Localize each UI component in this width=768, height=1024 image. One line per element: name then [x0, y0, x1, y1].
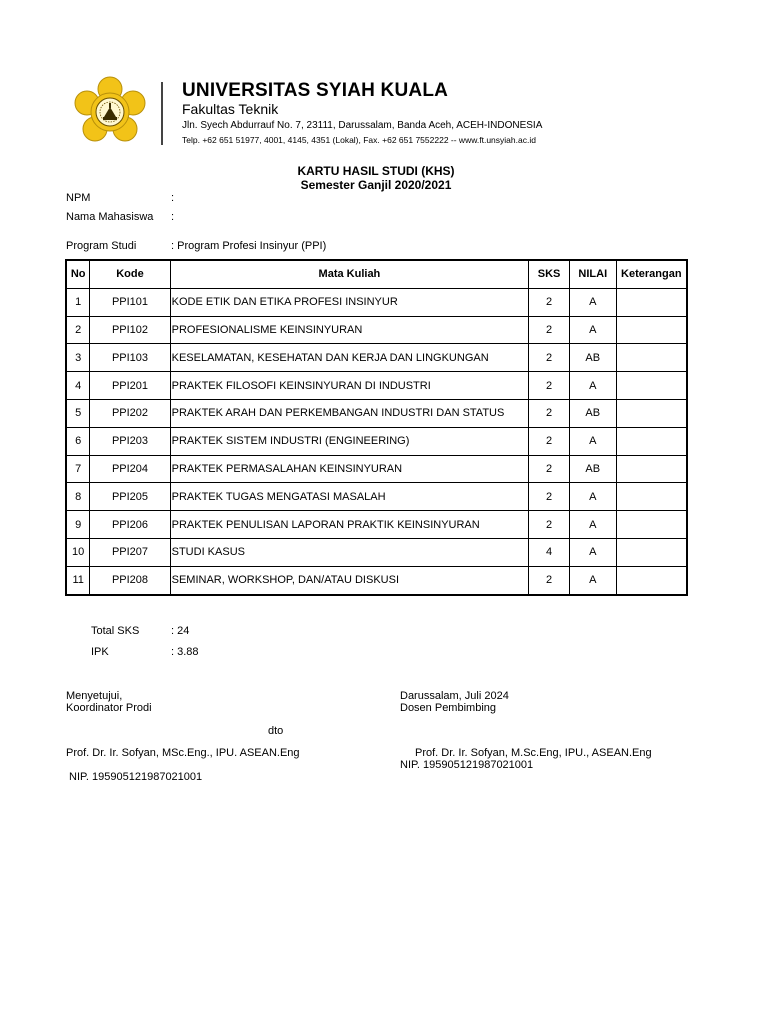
cell-keterangan [616, 483, 687, 511]
faculty-address: Jln. Syech Abdurrauf No. 7, 23111, Darussalam, Banda Aceh, ACEH-INDONESIA [182, 120, 543, 131]
cell-nilai: AB [569, 399, 616, 427]
cell-keterangan [616, 538, 687, 566]
faculty-contact: Telp. +62 651 51977, 4001, 4145, 4351 (Lokal), Fax. +62 651 7552222 -- www.ft.unsyiah.ac.id [182, 135, 536, 145]
cell-sks: 2 [529, 316, 570, 344]
header-sks: SKS [529, 260, 570, 288]
cell-nilai: A [569, 566, 616, 594]
cell-sks: 4 [529, 538, 570, 566]
cell-sks: 2 [529, 455, 570, 483]
cell-kode: PPI208 [90, 566, 170, 594]
table-row [66, 427, 687, 455]
table-row [66, 511, 687, 539]
student-name-separator: : [171, 211, 175, 223]
cell-kode: PPI204 [90, 455, 170, 483]
cell-mata-kuliah: KESELAMATAN, KESEHATAN DAN KERJA DAN LINGKUNGAN [170, 344, 529, 372]
cell-sks: 2 [529, 344, 570, 372]
table-row [66, 455, 687, 483]
ipk-value: : 3.88 [171, 646, 199, 658]
cell-mata-kuliah: PRAKTEK SISTEM INDUSTRI (ENGINEERING) [170, 427, 529, 455]
cell-mata-kuliah: STUDI KASUS [170, 538, 529, 566]
cell-kode: PPI202 [90, 399, 170, 427]
semester-title: Semester Ganjil 2020/2021 [300, 178, 452, 192]
cell-kode: PPI101 [90, 288, 170, 316]
cell-no: 1 [66, 288, 90, 316]
approval-label: Menyetujui, [66, 690, 123, 702]
cell-no: 4 [66, 372, 90, 400]
coordinator-nip: NIP. 195905121987021001 [69, 771, 203, 783]
header-divider [161, 82, 163, 145]
table-row [66, 288, 687, 316]
cell-nilai: A [569, 427, 616, 455]
advisor-name: Prof. Dr. Ir. Sofyan, M.Sc.Eng, IPU., ASEAN.Eng [415, 747, 652, 759]
cell-no: 7 [66, 455, 90, 483]
cell-nilai: A [569, 538, 616, 566]
total-sks-label: Total SKS [91, 625, 140, 637]
cell-mata-kuliah: PRAKTEK ARAH DAN PERKEMBANGAN INDUSTRI DAN STATUS [170, 399, 529, 427]
cell-keterangan [616, 427, 687, 455]
cell-no: 2 [66, 316, 90, 344]
cell-nilai: A [569, 316, 616, 344]
student-name-label: Nama Mahasiswa [66, 211, 154, 223]
cell-keterangan [616, 399, 687, 427]
cell-mata-kuliah: PRAKTEK TUGAS MENGATASI MASALAH [170, 483, 529, 511]
cell-no: 10 [66, 538, 90, 566]
cell-nilai: A [569, 511, 616, 539]
cell-sks: 2 [529, 372, 570, 400]
university-seal-icon [70, 76, 150, 148]
cell-mata-kuliah: PROFESIONALISME KEINSINYURAN [170, 316, 529, 344]
cell-nilai: AB [569, 344, 616, 372]
cell-mata-kuliah: PRAKTEK PERMASALAHAN KEINSINYURAN [170, 455, 529, 483]
header-kode: Kode [90, 260, 170, 288]
cell-mata-kuliah: KODE ETIK DAN ETIKA PROFESI INSINYUR [170, 288, 529, 316]
table-row [66, 538, 687, 566]
program-value: : Program Profesi Insinyur (PPI) [171, 240, 327, 252]
cell-nilai: A [569, 483, 616, 511]
cell-keterangan [616, 288, 687, 316]
faculty-name: Fakultas Teknik [182, 101, 279, 117]
cell-keterangan [616, 455, 687, 483]
advisor-title: Dosen Pembimbing [400, 702, 496, 714]
cell-sks: 2 [529, 427, 570, 455]
cell-kode: PPI103 [90, 344, 170, 372]
cell-nilai: A [569, 288, 616, 316]
university-name: UNIVERSITAS SYIAH KUALA [182, 80, 449, 101]
header-no: No [66, 260, 90, 288]
table-row [66, 316, 687, 344]
coordinator-name: Prof. Dr. Ir. Sofyan, MSc.Eng., IPU. ASEAN.Eng [66, 747, 300, 759]
dto-mark: dto [268, 725, 284, 737]
cell-mata-kuliah: PRAKTEK PENULISAN LAPORAN PRAKTIK KEINSINYURAN [170, 511, 529, 539]
table-row [66, 483, 687, 511]
cell-mata-kuliah: SEMINAR, WORKSHOP, DAN/ATAU DISKUSI [170, 566, 529, 594]
table-row [66, 399, 687, 427]
cell-no: 8 [66, 483, 90, 511]
cell-kode: PPI203 [90, 427, 170, 455]
cell-keterangan [616, 511, 687, 539]
cell-sks: 2 [529, 399, 570, 427]
total-sks-value: : 24 [171, 625, 190, 637]
cell-no: 9 [66, 511, 90, 539]
cell-keterangan [616, 566, 687, 594]
cell-kode: PPI207 [90, 538, 170, 566]
advisor-nip: NIP. 195905121987021001 [400, 759, 534, 771]
cell-kode: PPI205 [90, 483, 170, 511]
npm-label: NPM [66, 192, 91, 204]
cell-keterangan [616, 372, 687, 400]
cell-mata-kuliah: PRAKTEK FILOSOFI KEINSINYURAN DI INDUSTRI [170, 372, 529, 400]
table-row [66, 372, 687, 400]
cell-no: 5 [66, 399, 90, 427]
program-label: Program Studi [66, 240, 137, 252]
table-header-row [66, 260, 687, 288]
npm-separator: : [171, 192, 175, 204]
header-nilai: NILAI [569, 260, 616, 288]
cell-sks: 2 [529, 566, 570, 594]
cell-keterangan [616, 344, 687, 372]
cell-sks: 2 [529, 483, 570, 511]
table-row [66, 566, 687, 594]
cell-no: 3 [66, 344, 90, 372]
cell-nilai: A [569, 372, 616, 400]
document-title: KARTU HASIL STUDI (KHS) [297, 164, 455, 178]
cell-sks: 2 [529, 511, 570, 539]
table-row [66, 344, 687, 372]
cell-nilai: AB [569, 455, 616, 483]
cell-sks: 2 [529, 288, 570, 316]
ipk-label: IPK [91, 646, 109, 658]
grades-table [65, 259, 688, 596]
header-keterangan: Keterangan [616, 260, 687, 288]
cell-kode: PPI102 [90, 316, 170, 344]
header-mata-kuliah: Mata Kuliah [170, 260, 529, 288]
cell-kode: PPI206 [90, 511, 170, 539]
cell-no: 11 [66, 566, 90, 594]
cell-kode: PPI201 [90, 372, 170, 400]
cell-no: 6 [66, 427, 90, 455]
place-date: Darussalam, Juli 2024 [400, 690, 509, 702]
cell-keterangan [616, 316, 687, 344]
coordinator-title: Koordinator Prodi [66, 702, 152, 714]
